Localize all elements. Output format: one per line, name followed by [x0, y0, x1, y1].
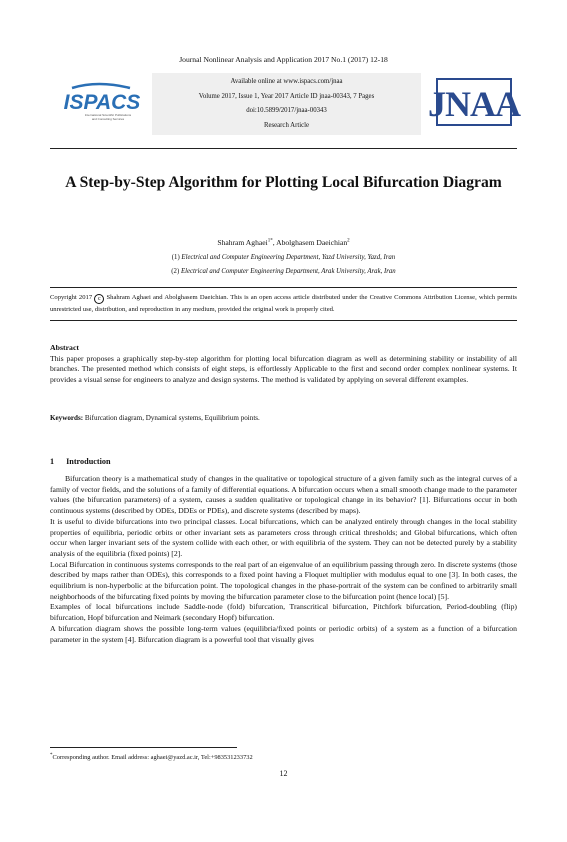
- footnote-mark: *: [50, 753, 53, 758]
- paragraph: Examples of local bifurcations include Saddle-node (fold) bifurcation, Transcritical bifurcation, Pitchfork bifurcation, Period-doubling (flip) bifurcation, Hopf bifurcation and Neimark (secondary Hopf) bifurcation.: [50, 602, 517, 623]
- keywords-label: Keywords:: [50, 414, 84, 422]
- publication-info-box: [152, 73, 421, 135]
- author-1: Shahram Aghaei: [217, 238, 268, 247]
- affiliation-1-text: Electrical and Computer Engineering Department, Yazd University, Yazd, Iran: [181, 254, 396, 261]
- affiliation-2-text: Electrical and Computer Engineering Department, Arak University, Arak, Iran: [180, 268, 396, 275]
- author-1-marks: 1*: [267, 238, 273, 244]
- jnaa-logo: [428, 78, 520, 126]
- affiliation-1-number: (1): [171, 254, 180, 261]
- author-2: Abolghasem Daeichian: [276, 238, 348, 247]
- authors: [0, 238, 567, 247]
- svg-text:and Consulting Services: and Consulting Services: [91, 117, 125, 121]
- paragraph: A bifurcation diagram shows the possible long-term values (equilibria/fixed points or periodic orbits) of a system as a function of a bifurcation parameter in the system [4]. Bifurcation diagram is a powerful tool that visually gives: [50, 623, 517, 644]
- author-separator: ,: [272, 238, 277, 247]
- affiliation-2-number: (2): [171, 268, 180, 275]
- article-type: Research Article: [263, 121, 310, 129]
- availability-line: Available online at www.ispacs.com/jnaa: [230, 78, 343, 85]
- paper-title: A Step-by-Step Algorithm for Plotting Local Bifurcation Diagram: [65, 174, 502, 191]
- ispacs-logo: [58, 82, 146, 124]
- affiliation-1: [0, 254, 567, 261]
- copyright-symbol-icon: c: [94, 294, 104, 304]
- footnote-text: Corresponding author. Email address: aghaei@yazd.ac.ir, Tel:+983531233732: [52, 754, 253, 762]
- copyright-notice: [50, 292, 517, 316]
- page-number: 12: [279, 769, 288, 778]
- svg-text:ISPACS: ISPACS: [63, 91, 141, 114]
- footnote-rule: [50, 747, 237, 748]
- doi-line: doi:10.5899/2017/jnaa-00343: [246, 107, 327, 114]
- copyright-text: Shahram Aghaei and Abolghasem Daeichian. This is an open access article distributed under the Creative Commons Attribution License, which permits unrestricted use, distribution, and reproduction in any medium, provided the original work is properly cited.: [50, 294, 517, 313]
- keywords-text: Bifurcation diagram, Dynamical systems, Equilibrium points.: [83, 414, 260, 422]
- paragraph: It is useful to divide bifurcations into two principal classes. Local bifurcations, which can be analyzed entirely through changes in the local stability properties of equilibria, periodic orbits or other invariant sets as parameters cross through critical thresholds; and Global bifurcations, which often occur when larger invariant sets of the system collide with each other, or with equilibria of the system. They can not be detected purely by a stability analysis of the equilibria (fixed points) [2].: [50, 516, 517, 558]
- introduction-body: [50, 474, 517, 645]
- affiliation-2: [0, 268, 567, 275]
- section-title: Introduction: [66, 457, 111, 466]
- svg-text:JNAA: JNAA: [428, 84, 520, 124]
- header-divider: [50, 148, 517, 149]
- author-2-marks: 2: [347, 238, 350, 244]
- copyright-year: Copyright 2017: [50, 294, 93, 301]
- section-number: 1: [50, 457, 55, 466]
- copyright-bottom-rule: [50, 320, 517, 321]
- journal-header-line: Journal Nonlinear Analysis and Application 2017 No.1 (2017) 12-18: [179, 55, 388, 64]
- section-heading: [50, 457, 123, 466]
- paragraph: Bifurcation theory is a mathematical study of changes in the qualitative or topological structure of a given family such as the integral curves of a family of vector fields, and the solutions of a family of differential equations. A bifurcation occurs when a small smooth change made to the parameter values (the bifurcation parameters) of a system, causes a sudden qualitative or topological change in its behavior? [1]. Bifurcations occur in both continuous systems (described by ODEs, DDEs or PDEs), and discrete systems (described by maps).: [50, 474, 517, 516]
- abstract-heading: Abstract: [50, 343, 80, 352]
- copyright-top-rule: [50, 287, 517, 288]
- paragraph: Local Bifurcation in continuous systems corresponds to the real part of an eigenvalue of an equilibrium passing through zero. In discrete systems (those described by maps rather than ODEs), this corresponds to a fixed point having a Floquet multiplier with modulus equal to one [3]. In both cases, the equilibrium is non-hyperbolic at the bifurcation point. The topological changes in the phase-portrait of the system can be confined to arbitrarily small neighborhoods of the bifurcating fixed points by moving the bifurcation parameter close to the bifurcation point (hence local) [5].: [50, 559, 517, 601]
- svg-text:International Scientific Publi: International Scientific Publications: [84, 113, 132, 117]
- abstract-text: This paper proposes a graphically step-by-step algorithm for plotting local bifurcation diagram as well as determining stability or instability of all branches. The presented method which consists of eight steps, is effortlessly Applicable to the first and second order complex nonlinear systems. It provides a visual sense for engineers to analyze and design systems. The method is validated by applying on several different examples.: [50, 354, 517, 384]
- footnote: [50, 753, 253, 761]
- keywords: [50, 414, 517, 422]
- volume-line: Volume 2017, Issue 1, Year 2017 Article ID jnaa-00343, 7 Pages: [198, 92, 375, 100]
